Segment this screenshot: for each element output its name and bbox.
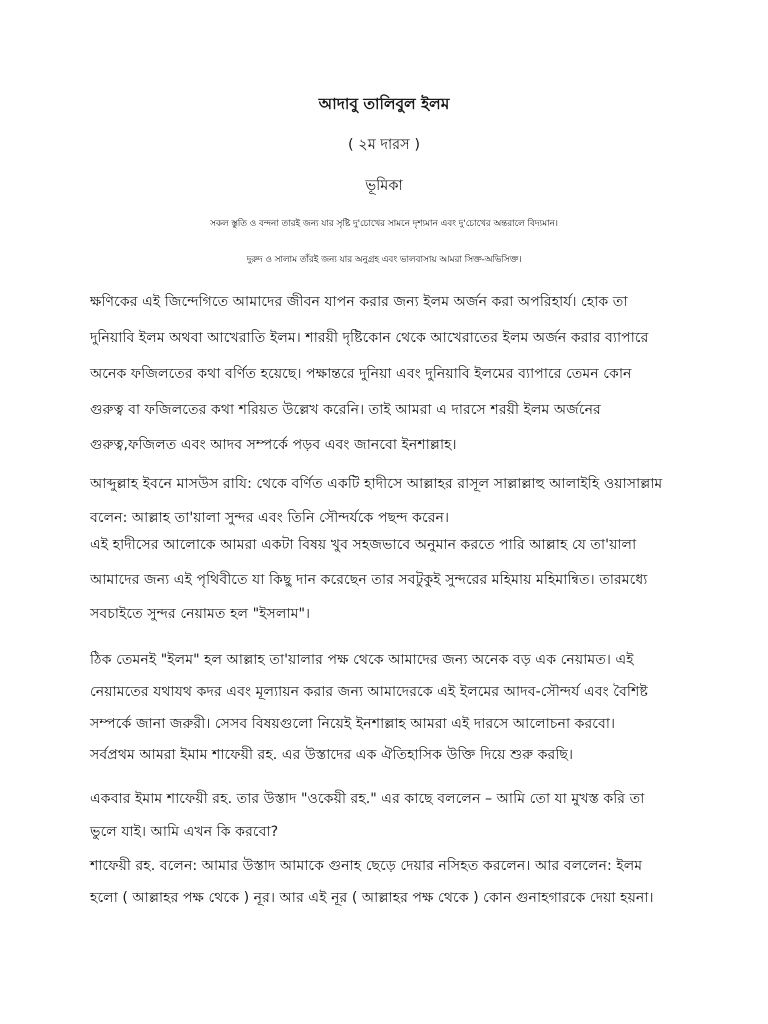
body-line: নেয়ামতের যথাযথ কদর এবং মূল্যায়ন করার জন্য আমাদেরকে এই ইলমের আদব-সৌন্দর্য এবং বৈশিষ্ট — [90, 684, 648, 700]
body-line: হলো ( আল্লাহর পক্ষ থেকে ) নূর। আর এই নূর ( আল্লাহর পক্ষ থেকে ) কোন গুনাহগারকে দেয়া হয়না। — [90, 890, 654, 906]
body-line: ক্ষণিকের এই জিন্দেগিতে আমাদের জীবন যাপন করার জন্য ইলম অর্জন করা অপরিহার্য। হোক তা — [90, 294, 628, 310]
body-line: শাফেয়ী রহ. বলেন: আমার উস্তাদ আমাকে গুনাহ ছেড়ে দেয়ার নসিহত করলেন। আর বললেন: ইলম — [90, 858, 643, 874]
document-title: আদাবু তালিবুল ইলম — [318, 95, 450, 113]
section-heading: ভূমিকা — [365, 178, 403, 194]
lesson-number: ( ২ম দারস ) — [348, 137, 420, 153]
intro-line: সকল স্তুতি ও বন্দনা তারই জন্য যার সৃষ্টি দু'চোখের সামনে দৃশ্যমান এবং দু'চোখের অন্তরালে বিদ্যমান। — [210, 219, 558, 229]
body-line: আব্দুল্লাহ ইবনে মাসউস রাযি: থেকে বর্ণিত একটি হাদীসে আল্লাহর রাসূল সাল্লাল্লাহু আলাইহি ওয়াসাল্লাম — [90, 476, 663, 492]
intro-line: দুরুদ ও সালাম তাঁরই জন্য যার অনুগ্রহ এবং ভালবাসায় আমরা সিক্ত-অভিসিক্ত। — [246, 255, 522, 265]
body-line: একবার ইমাম শাফেয়ী রহ. তার উস্তাদ "ওকেয়ী রহ." এর কাছে বললেন – আমি তো যা মুখস্ত করি তা — [90, 791, 645, 807]
body-line: ঠিক তেমনই "ইলম" হল আল্লাহ তা'য়ালার পক্ষ থেকে আমাদের জন্য অনেক বড় এক নেয়ামত। এই — [90, 652, 634, 668]
body-line: গুরুত্ব,ফজিলত এবং আদব সম্পর্কে পড়ব এবং জানবো ইনশাল্লাহ। — [90, 437, 457, 453]
body-line: সবচাইতে সুন্দর নেয়ামত হল "ইসলাম"। — [90, 606, 311, 622]
body-line: অনেক ফজিলতের কথা বর্ণিত হয়েছে। পক্ষান্তরে দুনিয়া এবং দুনিয়াবি ইলমের ব্যাপারে তেমন কোন — [90, 366, 632, 382]
body-line: সম্পর্কে জানা জরুরী। সেসব বিষয়গুলো নিয়েই ইনশাল্লাহ আমরা এই দারসে আলোচনা করবো। — [90, 716, 616, 732]
body-line: দুনিয়াবি ইলম অথবা আখেরাতি ইলম। শারয়ী দৃষ্টিকোন থেকে আখেরাতের ইলম অর্জন করার ব্যাপারে — [90, 330, 649, 346]
body-line: গুরুত্ব বা ফজিলতের কথা শরিয়ত উল্লেখ করেনি। তাই আমরা এ দারসে শরয়ী ইলম অর্জনের — [90, 402, 601, 418]
body-line: এই হাদীসের আলোকে আমরা একটা বিষয় খুব সহজভাবে অনুমান করতে পারি আল্লাহ যে তা'য়ালা — [90, 537, 637, 553]
body-line: বলেন: আল্লাহ তা'য়ালা সুন্দর এবং তিনি সৌন্দর্যকে পছন্দ করেন। — [90, 510, 450, 526]
body-line: ভুলে যাই। আমি এখন কি করবো? — [90, 824, 279, 840]
body-line: সর্বপ্রথম আমরা ইমাম শাফেয়ী রহ. এর উস্তাদের এক ঐতিহাসিক উক্তি দিয়ে শুরু করছি। — [90, 747, 574, 763]
body-line: আমাদের জন্য এই পৃথিবীতে যা কিছু দান করেছেন তার সবটুকুই সুন্দরের মহিমায় মহিমান্বিত। তারমধ্যে — [90, 572, 648, 588]
